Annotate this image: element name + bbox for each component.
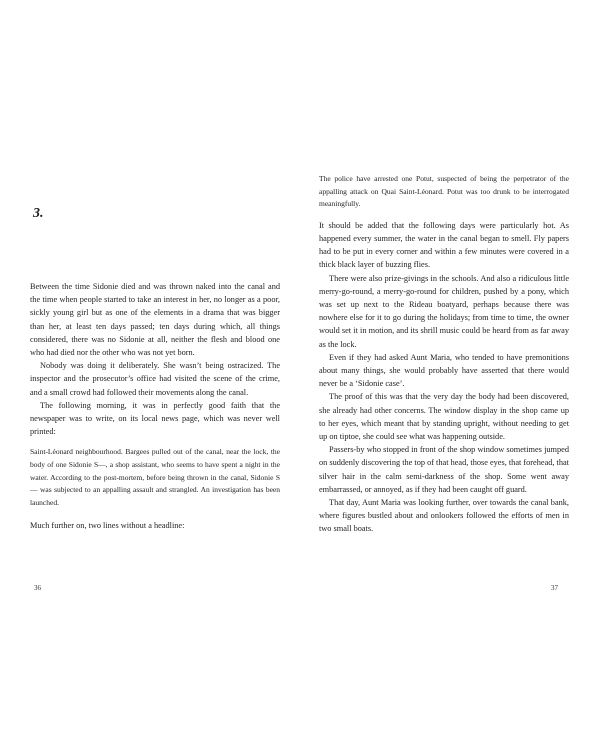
paragraph: Even if they had asked Aunt Maria, who tended to have premonitions about many things, she would probably have asserted that there would never be a ‘Sidonie case’.	[319, 352, 569, 389]
newspaper-quote: The police have arrested one Potut, suspected of being the perpetrator of the appalling attack on Quai Saint-Léonard. Potut was too drunk to be interrogated meaningfully.	[319, 174, 569, 209]
paragraph: Between the time Sidonie died and was thrown naked into the canal and the time when people started to take an interest in her, no longer as a poor, sickly young girl but as one of the elements in a drama that was bigger than her, at least ten days passed; ten days during which, all things considered, there was no Sidonie at all, neither the flesh and blood one who had died nor the other who was not yet born.	[30, 282, 280, 358]
paragraph: It should be added that the following days were particularly hot. As happened every summer, the water in the canal began to smell. Fly papers had to be put in every corner and within a few minutes were covered in a thick black layer of buzzing flies.	[319, 220, 569, 270]
newspaper-quote: Saint-Léonard neighbourhood. Bargees pulled out of the canal, near the lock, the body of one Sidonie S—, a shop assistant, who seems to have spent a night in the water. According to the post-mortem, before being thrown in the canal, Sidonie S— was subjected to an appalling assault and strangled. An investigation has been launched.	[30, 447, 280, 507]
left-page	[30, 0, 280, 750]
page-number: 36	[34, 584, 41, 592]
left-text-column	[30, 280, 280, 533]
paragraph: Passers-by who stopped in front of the shop window sometimes jumped on suddenly discovering the top of that head, those eyes, that forehead, that silver hair in the calm semi-darkness of the shop. Some went away embarrassed, or annoyed, as if they had been caught off guard.	[319, 445, 569, 494]
paragraph: There were also prize-givings in the schools. And also a ridiculous little merry-go-round, a merry-go-round for children, pushed by a pony, which was set up next to the Rideau boatyard, perhaps because there was nowhere else for it to go during the holidays; from time to time, the owner would set it in motion, and its shrill music could be heard from as far away as the lock.	[319, 273, 569, 349]
right-page	[319, 0, 569, 750]
page-number: 37	[551, 584, 558, 592]
chapter-number: 3.	[33, 206, 44, 221]
paragraph: That day, Aunt Maria was looking further, over towards the canal bank, where figures bustled about and onlookers followed the efforts of men in two small boats.	[319, 498, 569, 534]
paragraph: The proof of this was that the very day the body had been discovered, she already had other concerns. The window display in the shop came up to her eyes, which meant that by standing upright, without needing to get up on tiptoe, she could see what was happening outside.	[319, 392, 569, 442]
paragraph: The following morning, it was in perfectly good faith that the newspaper was to write, on its local news page, which was never well printed:	[30, 400, 280, 437]
paragraph: Much further on, two lines without a headline:	[30, 521, 185, 531]
paragraph: Nobody was doing it deliberately. She wasn’t being ostracized. The inspector and the prosecutor’s office had visited the scene of the crime, and a small crowd had followed their movements along the canal.	[30, 361, 280, 397]
right-text-column	[319, 173, 569, 536]
